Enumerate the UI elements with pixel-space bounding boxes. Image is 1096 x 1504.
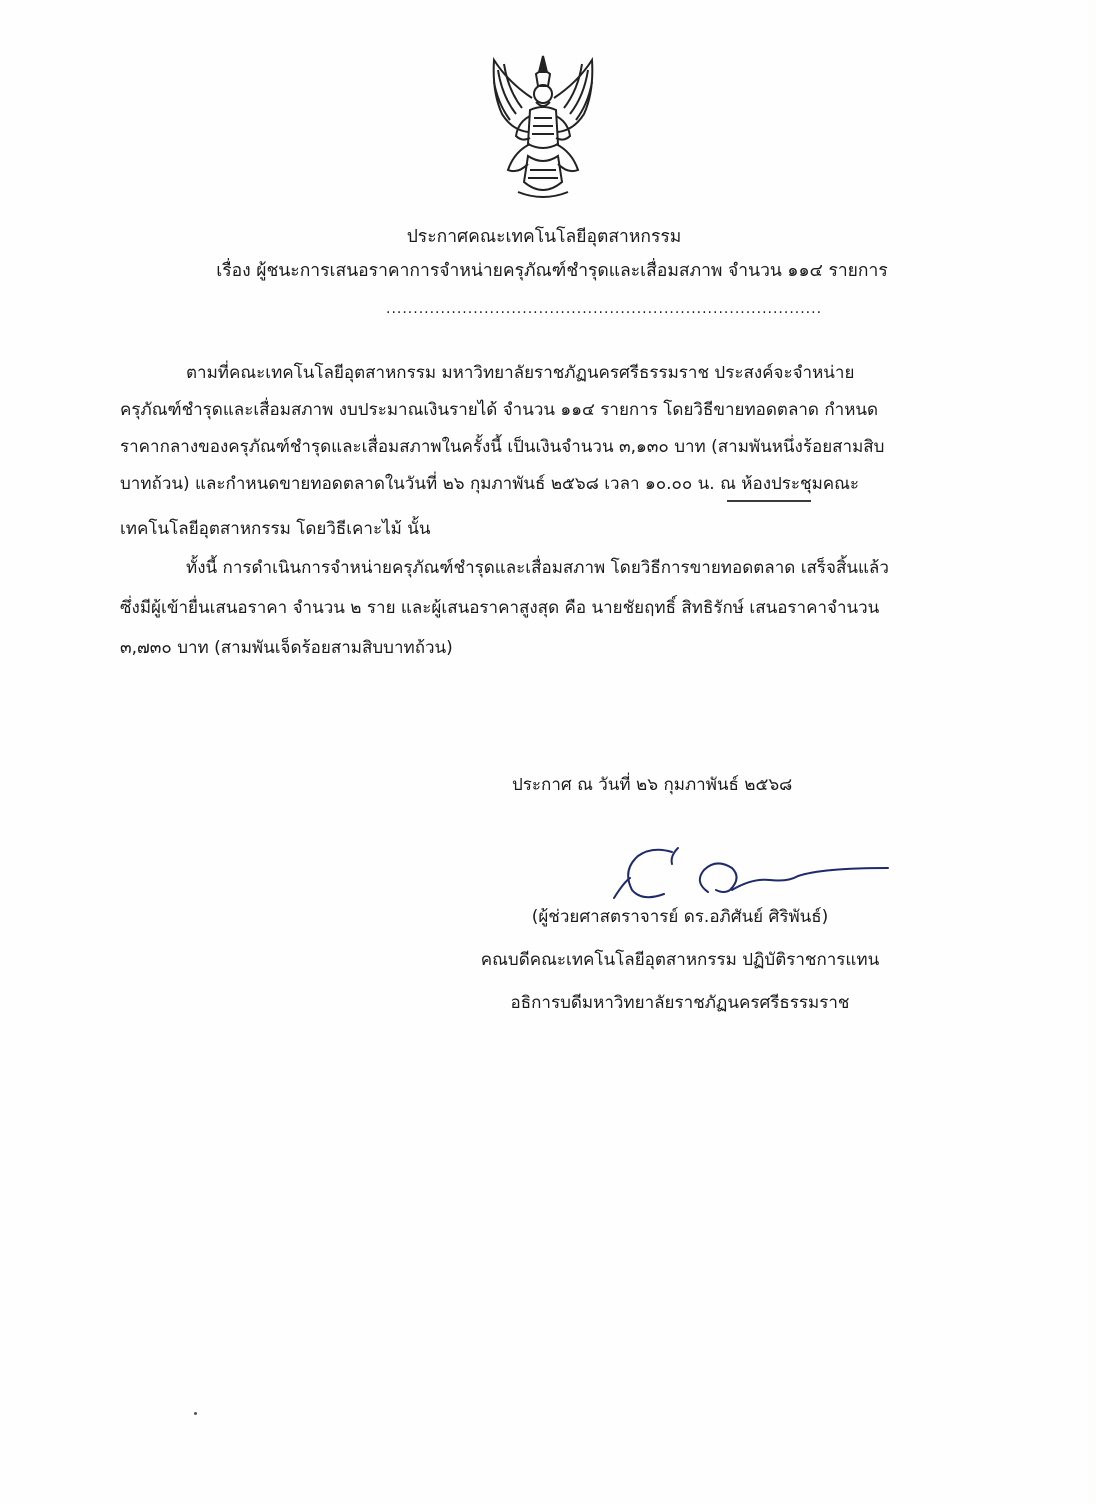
paragraph-1-line-1: ตามที่คณะเทคโนโลยีอุตสาหกรรม มหาวิทยาลัยราชภัฏนครศรีธรรมราช ประสงค์จะจำหน่าย — [186, 363, 855, 383]
paragraph-1-line-5: เทคโนโลยีอุตสาหกรรม โดยวิธีเคาะไม้ นั้น — [120, 519, 431, 539]
handwritten-underline — [727, 500, 811, 502]
paragraph-1-line-3: ราคากลางของครุภัณฑ์ชำรุดและเสื่อมสภาพในครั้งนี้ เป็นเงินจำนวน ๓,๑๓๐ บาท (สามพันหนึ่งร้อยสามสิบ — [120, 437, 885, 457]
announced-date: ประกาศ ณ วันที่ ๒๖ กุมภาพันธ์ ๒๕๖๘ — [512, 775, 793, 795]
garuda-emblem-icon — [478, 52, 608, 202]
paragraph-1-line-4: บาทถ้วน) และกำหนดขายทอดตลาดในวันที่ ๒๖ กุมภาพันธ์ ๒๕๖๘ เวลา ๑๐.๐๐ น. ณ ห้องประชุมคณะ — [120, 474, 860, 494]
signatory-position-1: คณบดีคณะเทคโนโลยีอุตสาหกรรม ปฏิบัติราชการแทน — [480, 950, 880, 970]
signatory-name: (ผู้ช่วยศาสตราจารย์ ดร.อภิศันย์ ศิริพันธ์) — [531, 907, 829, 927]
paper-speck — [194, 1412, 197, 1415]
paragraph-1-line-2: ครุภัณฑ์ชำรุดและเสื่อมสภาพ งบประมาณเงินรายได้ จำนวน ๑๑๔ รายการ โดยวิธีขายทอดตลาด กำหนด — [120, 400, 879, 420]
paragraph-2-line-1: ทั้งนี้ การดำเนินการจำหน่ายครุภัณฑ์ชำรุดและเสื่อมสภาพ โดยวิธีการขายทอดตลาด เสร็จสิ้นแล้ว — [186, 558, 889, 578]
announcement-title: ประกาศคณะเทคโนโลยีอุตสาหกรรม — [406, 227, 682, 247]
handwritten-signature — [612, 838, 902, 910]
announcement-subject: เรื่อง ผู้ชนะการเสนอราคาการจำหน่ายครุภัณฑ์ชำรุดและเสื่อมสภาพ จำนวน ๑๑๔ รายการ — [216, 261, 888, 281]
separator-dots: ................................................................................ — [386, 301, 823, 317]
paragraph-2-line-2: ซึ่งมีผู้เข้ายื่นเสนอราคา จำนวน ๒ ราย และผู้เสนอราคาสูงสุด คือ นายชัยฤทธิ์ สิทธิรักษ์ เสนอราคาจำนวน — [120, 598, 880, 618]
paragraph-2-line-3: ๓,๗๓๐ บาท (สามพันเจ็ดร้อยสามสิบบาทถ้วน) — [120, 638, 453, 658]
signatory-position-2: อธิการบดีมหาวิทยาลัยราชภัฏนครศรีธรรมราช — [510, 993, 850, 1013]
